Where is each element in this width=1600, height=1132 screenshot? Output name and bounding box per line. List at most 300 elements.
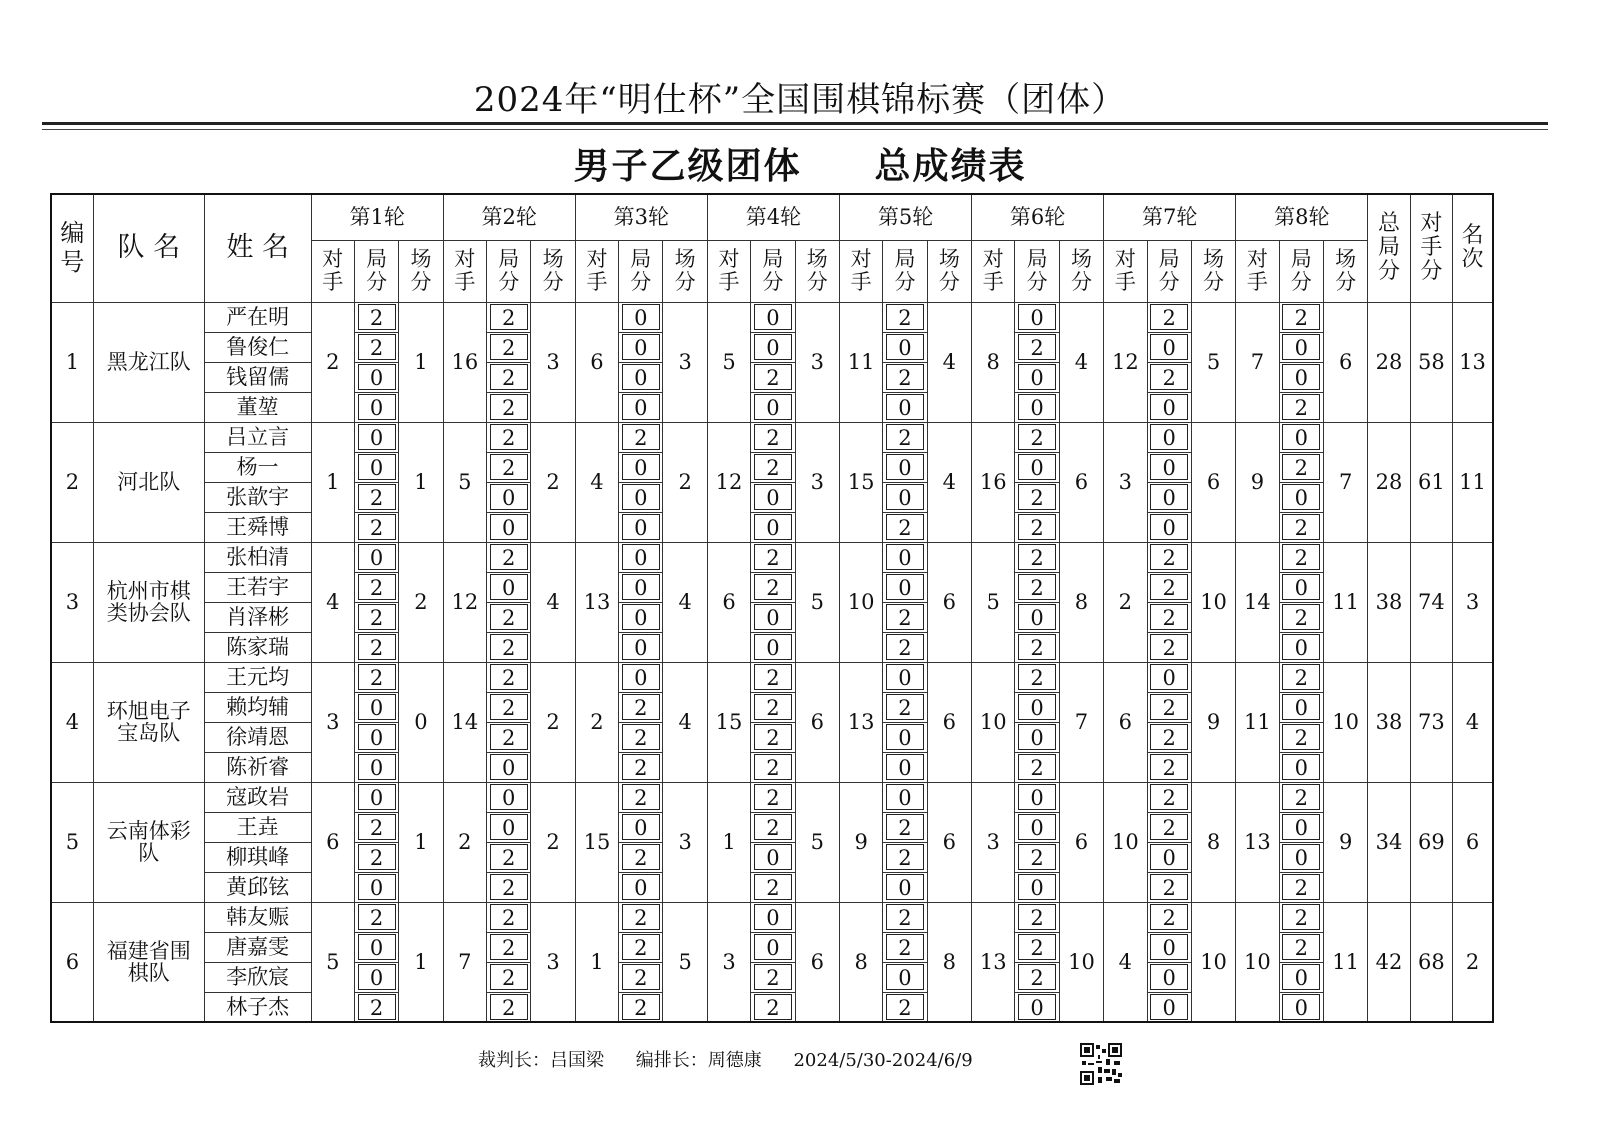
game-score: 0 <box>754 634 792 660</box>
game-score: 2 <box>490 424 528 450</box>
total-game-points: 38 <box>1368 542 1410 662</box>
match-points: 1 <box>399 302 443 422</box>
match-points: 2 <box>531 662 575 782</box>
game-score: 2 <box>1150 604 1188 630</box>
match-points: 5 <box>795 542 839 662</box>
match-points: 8 <box>1059 542 1103 662</box>
match-points: 8 <box>927 902 971 1022</box>
game-score: 0 <box>1150 844 1188 870</box>
title-rule-thin <box>42 129 1548 130</box>
opponent-number: 15 <box>707 662 750 782</box>
game-score: 0 <box>1018 604 1056 630</box>
game-score-cell <box>751 722 795 752</box>
opponent-number: 3 <box>707 902 750 1022</box>
game-score: 2 <box>754 994 792 1020</box>
game-score: 2 <box>1282 604 1320 630</box>
game-score: 2 <box>358 904 396 930</box>
game-score: 0 <box>622 874 660 900</box>
game-score-cell <box>1015 842 1059 872</box>
game-score: 2 <box>490 304 528 330</box>
game-score: 2 <box>1018 514 1056 540</box>
game-score-cell <box>751 512 795 542</box>
game-score: 2 <box>1018 634 1056 660</box>
game-score-cell <box>354 632 398 662</box>
player-name: 寇政岩 <box>204 782 311 812</box>
document-title: 2024年“明仕杯”全国围棋锦标赛（团体） <box>473 80 1127 120</box>
game-score-cell <box>883 542 927 572</box>
header-round: 第6轮 <box>972 194 1104 240</box>
game-score: 2 <box>490 934 528 960</box>
game-score: 2 <box>886 844 924 870</box>
game-score: 2 <box>490 604 528 630</box>
game-score: 0 <box>1150 484 1188 510</box>
game-score: 0 <box>358 784 396 810</box>
game-score-cell <box>883 572 927 602</box>
match-points: 6 <box>1191 422 1235 542</box>
game-score-cell <box>1279 482 1323 512</box>
game-score: 2 <box>1282 304 1320 330</box>
table-row <box>51 302 1493 332</box>
game-score-cell <box>354 482 398 512</box>
game-score: 2 <box>1282 394 1320 420</box>
game-score-cell <box>354 512 398 542</box>
game-score-cell <box>1015 302 1059 332</box>
player-name: 王元均 <box>204 662 311 692</box>
table-row <box>51 782 1493 812</box>
header-round: 第7轮 <box>1104 194 1236 240</box>
game-score-cell <box>751 962 795 992</box>
match-points: 1 <box>399 902 443 1022</box>
rank: 13 <box>1453 302 1493 422</box>
game-score: 0 <box>1018 724 1056 750</box>
game-score: 2 <box>1282 784 1320 810</box>
total-game-points: 42 <box>1368 902 1410 1022</box>
opponent-number: 13 <box>972 902 1015 1022</box>
game-score: 2 <box>754 784 792 810</box>
qr-code-icon <box>1080 1043 1122 1085</box>
game-score-cell <box>487 992 531 1022</box>
game-score-cell <box>883 422 927 452</box>
game-score-cell <box>354 692 398 722</box>
game-score-cell <box>1147 302 1191 332</box>
total-game-points: 34 <box>1368 782 1410 902</box>
opponent-number: 8 <box>839 902 882 1022</box>
game-score: 2 <box>622 964 660 990</box>
game-score-cell <box>751 602 795 632</box>
game-score-cell <box>883 902 927 932</box>
opponent-number: 1 <box>575 902 618 1022</box>
game-score: 0 <box>490 814 528 840</box>
opponent-number: 3 <box>972 782 1015 902</box>
game-score: 2 <box>1150 754 1188 780</box>
footer <box>478 1046 999 1072</box>
game-score: 0 <box>622 634 660 660</box>
game-score-cell <box>1147 722 1191 752</box>
game-score: 2 <box>1150 694 1188 720</box>
game-score-cell <box>619 662 663 692</box>
opponent-number: 6 <box>575 302 618 422</box>
game-score-cell <box>883 812 927 842</box>
game-score-cell <box>751 302 795 332</box>
game-score-cell <box>487 482 531 512</box>
table-subtitle <box>0 138 1600 189</box>
game-score: 0 <box>886 574 924 600</box>
game-score-cell <box>883 722 927 752</box>
game-score: 0 <box>622 484 660 510</box>
game-score: 2 <box>1150 874 1188 900</box>
game-score: 2 <box>358 604 396 630</box>
game-score-cell <box>1015 782 1059 812</box>
match-points: 10 <box>1059 902 1103 1022</box>
game-score: 2 <box>622 424 660 450</box>
game-score-cell <box>883 872 927 902</box>
game-score: 0 <box>1282 694 1320 720</box>
team-name: 黑龙江队 <box>93 302 204 422</box>
table-row <box>51 422 1493 452</box>
match-points: 1 <box>399 782 443 902</box>
game-score-cell <box>751 812 795 842</box>
player-name: 陈祈睿 <box>204 752 311 782</box>
game-score: 2 <box>1018 574 1056 600</box>
game-score: 0 <box>886 964 924 990</box>
game-score-cell <box>1147 512 1191 542</box>
opponent-number: 5 <box>311 902 354 1022</box>
game-score: 0 <box>886 544 924 570</box>
game-score: 0 <box>622 514 660 540</box>
opponent-score: 69 <box>1410 782 1452 902</box>
game-score-cell <box>1147 782 1191 812</box>
game-score-cell <box>883 332 927 362</box>
table-row <box>51 542 1493 572</box>
game-score-cell <box>883 692 927 722</box>
game-score: 0 <box>358 724 396 750</box>
opponent-number: 1 <box>707 782 750 902</box>
match-points: 4 <box>927 302 971 422</box>
game-score-cell <box>619 722 663 752</box>
game-score-cell <box>487 722 531 752</box>
game-score-cell <box>751 332 795 362</box>
match-points: 11 <box>1323 542 1367 662</box>
game-score: 2 <box>1150 304 1188 330</box>
opponent-number: 6 <box>311 782 354 902</box>
game-score-cell <box>1015 812 1059 842</box>
game-score: 2 <box>754 694 792 720</box>
player-name: 张柏清 <box>204 542 311 572</box>
game-score-cell <box>1279 902 1323 932</box>
game-score-cell <box>1015 902 1059 932</box>
game-score-cell <box>487 842 531 872</box>
opponent-number: 16 <box>443 302 486 422</box>
game-score-cell <box>487 452 531 482</box>
opponent-number: 1 <box>311 422 354 542</box>
game-score: 0 <box>1282 814 1320 840</box>
game-score-cell <box>1015 932 1059 962</box>
header-round: 第8轮 <box>1236 194 1368 240</box>
game-score-cell <box>1015 512 1059 542</box>
game-score: 2 <box>1018 964 1056 990</box>
game-score-cell <box>883 752 927 782</box>
game-score-cell <box>1279 842 1323 872</box>
game-score: 0 <box>886 724 924 750</box>
header-game: 局分 <box>487 240 531 302</box>
game-score: 2 <box>358 304 396 330</box>
game-score-cell <box>1147 752 1191 782</box>
game-score-cell <box>1279 632 1323 662</box>
team-id: 4 <box>51 662 93 782</box>
match-points: 0 <box>399 662 443 782</box>
game-score: 2 <box>886 904 924 930</box>
game-score-cell <box>1279 722 1323 752</box>
game-score-cell <box>487 752 531 782</box>
game-score-cell <box>1279 602 1323 632</box>
game-score-cell <box>487 542 531 572</box>
game-score: 0 <box>886 454 924 480</box>
opponent-number: 2 <box>575 662 618 782</box>
match-points: 8 <box>1191 782 1235 902</box>
game-score: 0 <box>1150 424 1188 450</box>
game-score: 2 <box>754 544 792 570</box>
game-score: 2 <box>886 514 924 540</box>
game-score-cell <box>1279 992 1323 1022</box>
game-score: 2 <box>622 904 660 930</box>
match-points: 4 <box>1059 302 1103 422</box>
game-score-cell <box>1279 662 1323 692</box>
opponent-number: 2 <box>1104 542 1147 662</box>
game-score-cell <box>487 692 531 722</box>
game-score-cell <box>751 482 795 512</box>
game-score-cell <box>883 842 927 872</box>
match-points: 5 <box>1191 302 1235 422</box>
game-score-cell <box>883 302 927 332</box>
game-score: 0 <box>358 364 396 390</box>
match-points: 4 <box>663 542 707 662</box>
game-score: 0 <box>886 394 924 420</box>
game-score: 0 <box>490 754 528 780</box>
game-score-cell <box>1279 872 1323 902</box>
game-score: 0 <box>1282 964 1320 990</box>
opponent-number: 10 <box>972 662 1015 782</box>
game-score: 2 <box>490 454 528 480</box>
game-score-cell <box>619 812 663 842</box>
game-score-cell <box>883 992 927 1022</box>
game-score-cell <box>1015 542 1059 572</box>
game-score-cell <box>619 692 663 722</box>
game-score: 0 <box>358 394 396 420</box>
rank: 2 <box>1453 902 1493 1022</box>
game-score: 0 <box>754 304 792 330</box>
game-score-cell <box>1279 512 1323 542</box>
game-score-cell <box>1147 332 1191 362</box>
header-opp: 对手 <box>707 240 750 302</box>
game-score-cell <box>619 872 663 902</box>
team-name: 云南体彩队 <box>93 782 204 902</box>
team-id: 6 <box>51 902 93 1022</box>
header-opp: 对手 <box>311 240 354 302</box>
header-opp: 对手 <box>443 240 486 302</box>
rank: 3 <box>1453 542 1493 662</box>
game-score: 2 <box>622 754 660 780</box>
game-score: 2 <box>490 724 528 750</box>
game-score-cell <box>1279 932 1323 962</box>
game-score: 2 <box>1282 454 1320 480</box>
total-game-points: 28 <box>1368 302 1410 422</box>
opponent-score: 68 <box>1410 902 1452 1022</box>
game-score: 2 <box>490 844 528 870</box>
game-score: 0 <box>1150 994 1188 1020</box>
game-score-cell <box>1147 542 1191 572</box>
game-score-cell <box>1279 332 1323 362</box>
results-table <box>50 193 1494 1023</box>
game-score: 0 <box>1018 304 1056 330</box>
game-score: 2 <box>886 814 924 840</box>
game-score-cell <box>883 482 927 512</box>
game-score-cell <box>487 512 531 542</box>
game-score: 0 <box>886 784 924 810</box>
game-score: 2 <box>358 844 396 870</box>
game-score: 0 <box>622 454 660 480</box>
game-score: 2 <box>1018 904 1056 930</box>
game-score-cell <box>751 422 795 452</box>
opponent-number: 14 <box>1236 542 1279 662</box>
game-score: 2 <box>754 574 792 600</box>
opponent-number: 12 <box>707 422 750 542</box>
game-score: 0 <box>622 664 660 690</box>
game-score: 2 <box>1282 664 1320 690</box>
game-score-cell <box>883 782 927 812</box>
opponent-number: 4 <box>1104 902 1147 1022</box>
game-score-cell <box>1279 542 1323 572</box>
game-score-cell <box>354 362 398 392</box>
game-score-cell <box>1015 422 1059 452</box>
header-match: 场分 <box>663 240 707 302</box>
game-score: 0 <box>1282 334 1320 360</box>
game-score-cell <box>883 362 927 392</box>
referee-text: 裁判长：吕国梁 <box>478 1050 604 1071</box>
game-score: 0 <box>358 424 396 450</box>
game-score-cell <box>1279 782 1323 812</box>
game-score-cell <box>1147 392 1191 422</box>
player-name: 王若宇 <box>204 572 311 602</box>
game-score-cell <box>487 782 531 812</box>
game-score: 2 <box>1282 724 1320 750</box>
game-score: 2 <box>886 694 924 720</box>
game-score: 0 <box>1018 364 1056 390</box>
game-score-cell <box>354 782 398 812</box>
game-score-cell <box>487 932 531 962</box>
game-score: 0 <box>1150 454 1188 480</box>
game-score: 2 <box>1018 754 1056 780</box>
game-score: 2 <box>1018 544 1056 570</box>
game-score-cell <box>1147 872 1191 902</box>
header-opp: 对手 <box>1104 240 1147 302</box>
game-score: 2 <box>1150 724 1188 750</box>
game-score-cell <box>1279 692 1323 722</box>
game-score-cell <box>619 512 663 542</box>
match-points: 2 <box>663 422 707 542</box>
game-score-cell <box>487 812 531 842</box>
total-game-points: 38 <box>1368 662 1410 782</box>
game-score-cell <box>1015 392 1059 422</box>
game-score: 0 <box>1018 784 1056 810</box>
game-score-cell <box>751 632 795 662</box>
opponent-number: 15 <box>575 782 618 902</box>
player-name: 钱留儒 <box>204 362 311 392</box>
game-score: 2 <box>886 364 924 390</box>
game-score: 2 <box>490 334 528 360</box>
match-points: 6 <box>795 662 839 782</box>
player-name: 董堃 <box>204 392 311 422</box>
game-score: 2 <box>754 454 792 480</box>
player-name: 张歆宇 <box>204 482 311 512</box>
match-points: 4 <box>531 542 575 662</box>
game-score: 2 <box>886 304 924 330</box>
game-score: 0 <box>886 754 924 780</box>
header-match: 场分 <box>1191 240 1235 302</box>
game-score-cell <box>1279 962 1323 992</box>
game-score: 2 <box>1150 364 1188 390</box>
rank: 11 <box>1453 422 1493 542</box>
game-score-cell <box>354 872 398 902</box>
game-score-cell <box>883 962 927 992</box>
header-game: 局分 <box>1015 240 1059 302</box>
game-score: 0 <box>1282 634 1320 660</box>
game-score-cell <box>354 722 398 752</box>
game-score-cell <box>883 632 927 662</box>
team-id: 2 <box>51 422 93 542</box>
game-score: 0 <box>1150 334 1188 360</box>
header-opp: 对手 <box>972 240 1015 302</box>
game-score: 2 <box>754 724 792 750</box>
game-score-cell <box>487 602 531 632</box>
game-score: 2 <box>1018 484 1056 510</box>
game-score: 0 <box>622 304 660 330</box>
game-score-cell <box>354 902 398 932</box>
game-score-cell <box>619 422 663 452</box>
game-score-cell <box>354 842 398 872</box>
game-score: 0 <box>1018 874 1056 900</box>
game-score-cell <box>354 332 398 362</box>
opponent-number: 11 <box>839 302 882 422</box>
header-game: 局分 <box>751 240 795 302</box>
player-name: 吕立言 <box>204 422 311 452</box>
game-score-cell <box>751 692 795 722</box>
game-score-cell <box>1147 422 1191 452</box>
match-points: 6 <box>927 542 971 662</box>
game-score-cell <box>883 512 927 542</box>
game-score: 2 <box>754 424 792 450</box>
game-score: 2 <box>1150 544 1188 570</box>
game-score: 0 <box>1018 694 1056 720</box>
opponent-number: 10 <box>1104 782 1147 902</box>
opponent-number: 10 <box>1236 902 1279 1022</box>
game-score-cell <box>751 872 795 902</box>
team-id: 3 <box>51 542 93 662</box>
game-score: 0 <box>1282 574 1320 600</box>
game-score-cell <box>1147 902 1191 932</box>
header-opp: 对手 <box>575 240 618 302</box>
game-score: 2 <box>490 394 528 420</box>
game-score-cell <box>619 902 663 932</box>
game-score-cell <box>354 602 398 632</box>
header-match: 场分 <box>1323 240 1367 302</box>
game-score: 2 <box>490 634 528 660</box>
game-score-cell <box>619 482 663 512</box>
game-score-cell <box>1279 302 1323 332</box>
header-match: 场分 <box>795 240 839 302</box>
header-name: 姓 名 <box>204 194 311 302</box>
match-points: 6 <box>795 902 839 1022</box>
opponent-number: 12 <box>443 542 486 662</box>
